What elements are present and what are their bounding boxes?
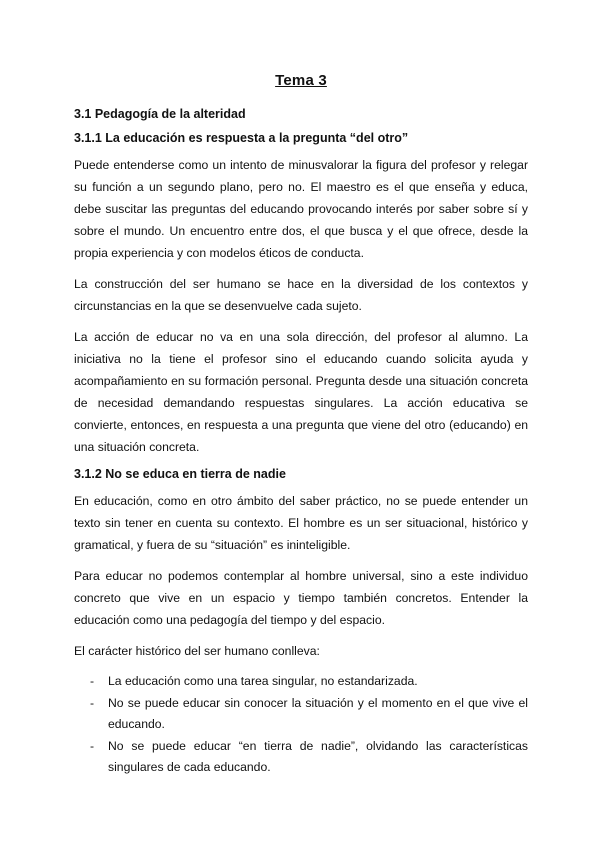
paragraph: La acción de educar no va en una sola dirección, del profesor al alumno. La iniciativa no la tiene el profesor sino el educando cuando solicita ayuda y acompañamiento en su formación personal. Pregunta desde una situación concreta de necesidad demandando respuestas singulares. La acción educativa se convierte, entonces, en respuesta a una pregunta que viene del otro (educando) en una situación concreta. — [74, 330, 528, 454]
page-title: Tema 3 — [275, 72, 327, 89]
paragraph: El carácter histórico del ser humano conlleva: — [74, 644, 320, 658]
subsection-heading-2: 3.1.2 No se educa en tierra de nadie — [74, 467, 286, 481]
list-item — [74, 693, 528, 736]
subsection-heading-1: 3.1.1 La educación es respuesta a la pregunta “del otro” — [74, 131, 409, 145]
list-item-text: No se puede educar sin conocer la situación y el momento en el que vive el educando. — [108, 695, 528, 731]
paragraph: Puede entenderse como un intento de minusvalorar la figura del profesor y relegar su función a un segundo plano, pero no. El maestro es el que enseña y educa, debe suscitar las preguntas del educando provocando interés por saber sobre sí y sobre el mundo. Un encuentro entre dos, el que busca y el que ofrece, desde la propia experiencia y con modelos éticos de conducta. — [74, 158, 528, 260]
document-body — [74, 72, 528, 779]
list-item-text: La educación como una tarea singular, no estandarizada. — [108, 674, 418, 688]
paragraph: La construcción del ser humano se hace en la diversidad de los contextos y circunstancias en la que se desenvuelve cada sujeto. — [74, 277, 528, 313]
list-item-text: No se puede educar “en tierra de nadie”, olvidando las características singulares de cada educando. — [108, 738, 528, 774]
section-heading: 3.1 Pedagogía de la alteridad — [74, 107, 246, 121]
bullet-list — [74, 671, 528, 779]
bullet-marker: - — [90, 674, 95, 688]
bullet-marker: - — [90, 738, 95, 753]
list-item — [74, 736, 528, 779]
bullet-marker: - — [90, 695, 95, 710]
paragraph: En educación, como en otro ámbito del saber práctico, no se puede entender un texto sin tener en cuenta su contexto. El hombre es un ser situacional, histórico y gramatical, y fuera de su “situación” es ininteligible. — [74, 494, 528, 552]
paragraph: Para educar no podemos contemplar al hombre universal, sino a este individuo concreto que vive en un espacio y tiempo también concretos. Entender la educación como una pedagogía del tiempo y del espacio. — [74, 569, 528, 627]
list-item — [74, 671, 528, 693]
